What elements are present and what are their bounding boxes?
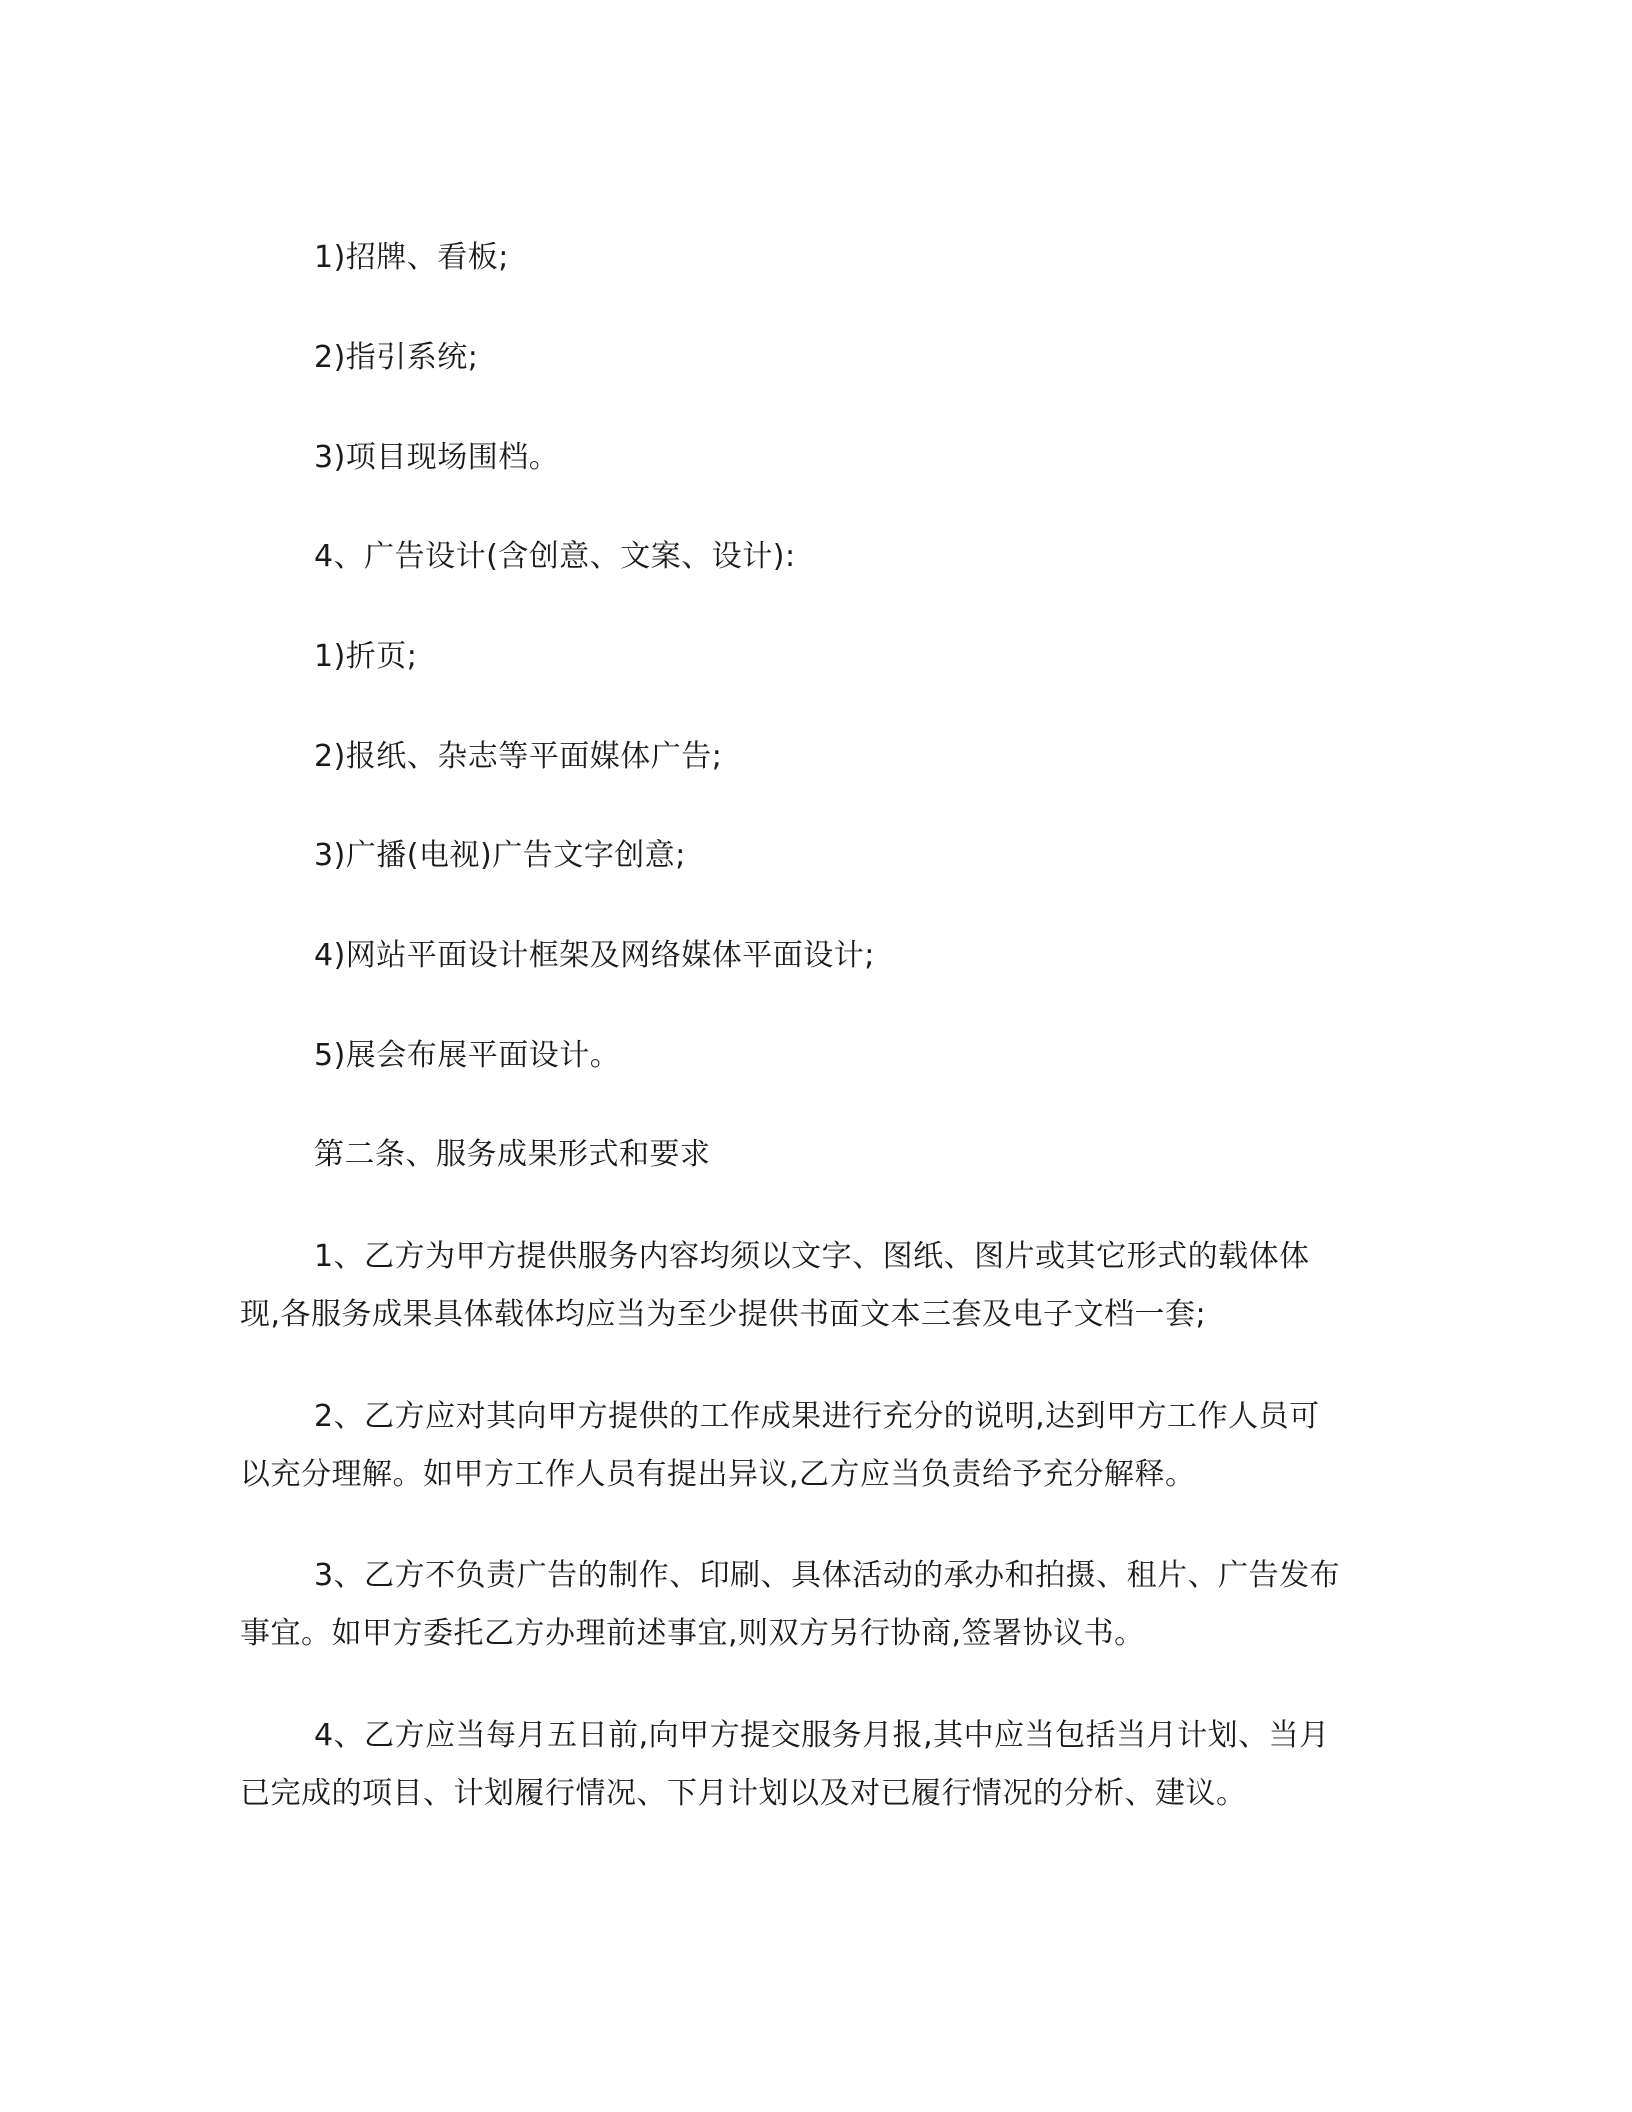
section-heading-ad-design: 4、广告设计(含创意、文案、设计): [314, 539, 796, 574]
paragraph-4 [240, 1707, 1380, 1823]
paragraph-2-line-1: 2、乙方应对其向甲方提供的工作成果进行充分的说明,达到甲方工作人员可 [314, 1399, 1320, 1434]
list-item-folder: 1)折页; [314, 639, 418, 674]
list-item-guide-system: 2)指引系统; [314, 340, 479, 375]
paragraph-4-line-1: 4、乙方应当每月五日前,向甲方提交服务月报,其中应当包括当月计划、当月 [314, 1718, 1330, 1753]
list-item-web-design: 4)网站平面设计框架及网络媒体平面设计; [314, 938, 875, 973]
list-item-signboard: 1)招牌、看板; [314, 240, 509, 275]
list-item-broadcast: 3)广播(电视)广告文字创意; [314, 838, 686, 873]
list-item-site-hoarding: 3)项目现场围档。 [314, 440, 560, 475]
paragraph-2 [240, 1388, 1380, 1504]
list-item-exhibition: 5)展会布展平面设计。 [314, 1038, 621, 1073]
paragraph-1 [240, 1228, 1380, 1344]
paragraph-1-line-2: 现,各服务成果具体载体均应当为至少提供书面文本三套及电子文档一套; [240, 1297, 1207, 1332]
paragraph-3-line-2: 事宜。如甲方委托乙方办理前述事宜,则双方另行协商,签署协议书。 [240, 1616, 1145, 1651]
paragraph-4-line-2: 已完成的项目、计划履行情况、下月计划以及对已履行情况的分析、建议。 [240, 1776, 1247, 1811]
paragraph-3-line-1: 3、乙方不负责广告的制作、印刷、具体活动的承办和拍摄、租片、广告发布 [314, 1558, 1341, 1593]
paragraph-2-line-2: 以充分理解。如甲方工作人员有提出异议,乙方应当负责给予充分解释。 [240, 1457, 1196, 1492]
paragraph-3 [240, 1547, 1380, 1663]
paragraph-1-line-1: 1、乙方为甲方提供服务内容均须以文字、图纸、图片或其它形式的载体体 [314, 1239, 1310, 1274]
article-heading: 第二条、服务成果形式和要求 [314, 1137, 711, 1172]
list-item-print-media: 2)报纸、杂志等平面媒体广告; [314, 739, 723, 774]
